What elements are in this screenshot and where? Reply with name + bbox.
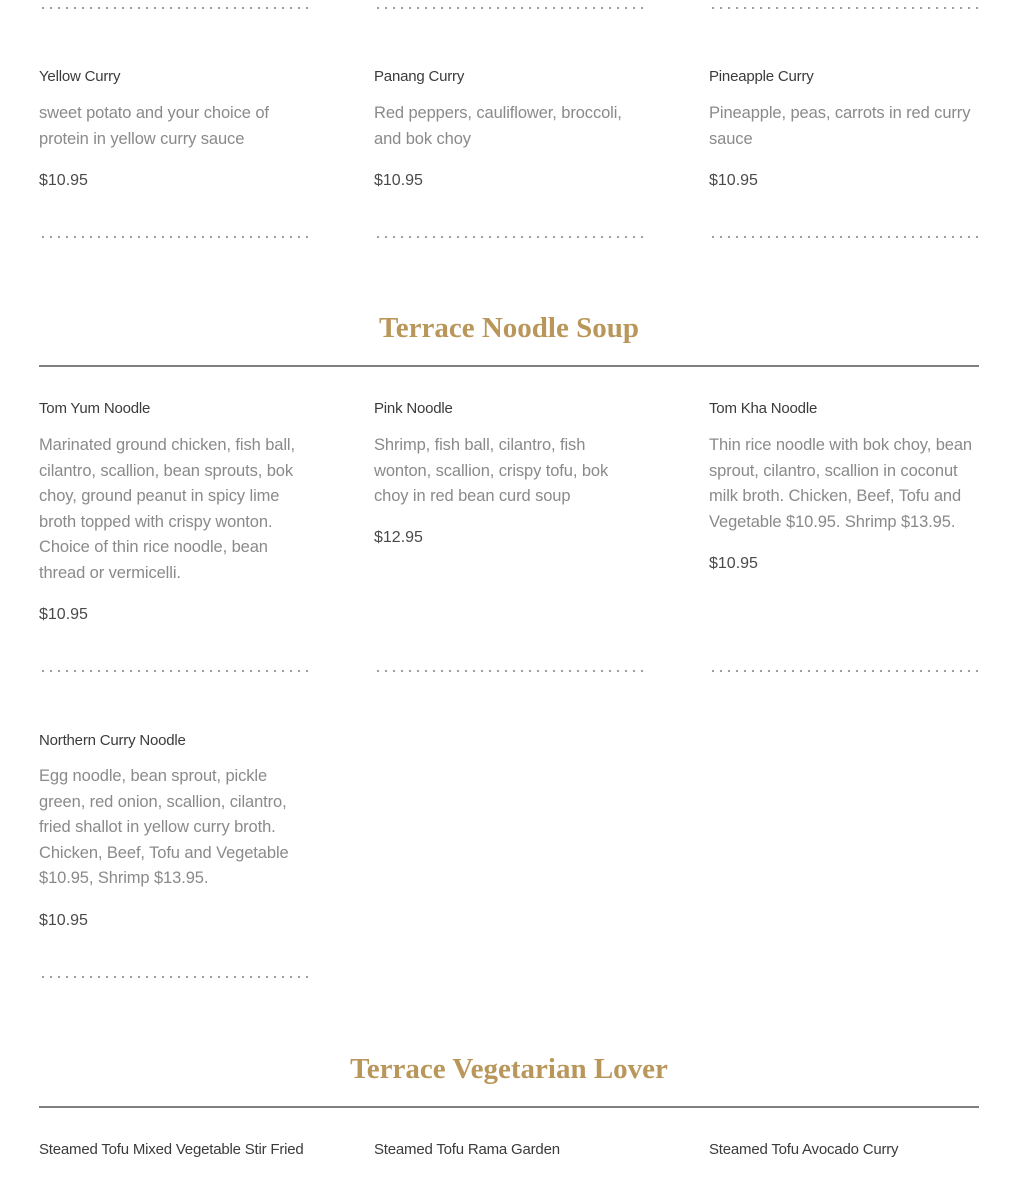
item-description: Thin rice noodle with bok choy, bean sprout, cilantro, scallion in coconut milk broth. Chicken, Beef, Tofu and Vegetable $10.95. Shrimp $13.95. — [709, 436, 973, 531]
dotted-separator — [374, 235, 644, 239]
item-name: Yellow Curry — [39, 68, 121, 85]
section-divider — [39, 365, 979, 367]
item-price: $12.95 — [374, 529, 423, 546]
item-description: Shrimp, fish ball, cilantro, fish wonton, scallion, crispy tofu, bok choy in red bean curd soup — [374, 436, 609, 506]
item-price: $10.95 — [39, 912, 88, 929]
item-description: Red peppers, cauliflower, broccoli, and bok choy — [374, 104, 622, 148]
item-price: $10.95 — [374, 172, 423, 189]
dotted-separator — [39, 235, 309, 239]
item-name-steamed-tofu-mixed-vegetable: Steamed Tofu Mixed Vegetable Stir Fried — [39, 1141, 304, 1158]
dotted-separator — [39, 6, 309, 10]
section-title-noodle-soup: Terrace Noodle Soup — [379, 312, 639, 344]
item-description: Egg noodle, bean sprout, pickle green, red onion, scallion, cilantro, fried shallot in yellow curry broth. Chicken, Beef, Tofu and Vegetable $10.95, Shrimp $13.95. — [39, 767, 289, 888]
item-price: $10.95 — [709, 172, 758, 189]
section-divider — [39, 1106, 979, 1108]
item-description: Marinated ground chicken, fish ball, cilantro, scallion, bean sprouts, bok choy, ground peanut in spicy lime broth topped with crispy wonton. Choice of thin rice noodle, bean thread or vermicelli. — [39, 436, 295, 582]
item-name-steamed-tofu-rama-garden: Steamed Tofu Rama Garden — [374, 1141, 560, 1158]
item-price: $10.95 — [39, 172, 88, 189]
item-name: Tom Kha Noodle — [709, 400, 818, 417]
section-title-vegetarian-lover: Terrace Vegetarian Lover — [350, 1053, 668, 1085]
item-name: Northern Curry Noodle — [39, 732, 186, 749]
item-name: Pineapple Curry — [709, 68, 814, 85]
dotted-separator — [709, 235, 979, 239]
item-name: Panang Curry — [374, 68, 465, 85]
dotted-separator — [39, 975, 309, 979]
item-price: $10.95 — [709, 555, 758, 572]
dotted-separator — [374, 669, 644, 673]
item-name: Pink Noodle — [374, 400, 453, 417]
item-price: $10.95 — [39, 606, 88, 623]
dotted-separator — [374, 6, 644, 10]
dotted-separator — [709, 669, 979, 673]
dotted-separator — [39, 669, 309, 673]
item-name-steamed-tofu-avocado-curry: Steamed Tofu Avocado Curry — [709, 1141, 899, 1158]
item-description: Pineapple, peas, carrots in red curry sauce — [709, 104, 971, 148]
dotted-separator — [709, 6, 979, 10]
item-description: sweet potato and your choice of protein in yellow curry sauce — [39, 104, 269, 148]
item-name: Tom Yum Noodle — [39, 400, 151, 417]
